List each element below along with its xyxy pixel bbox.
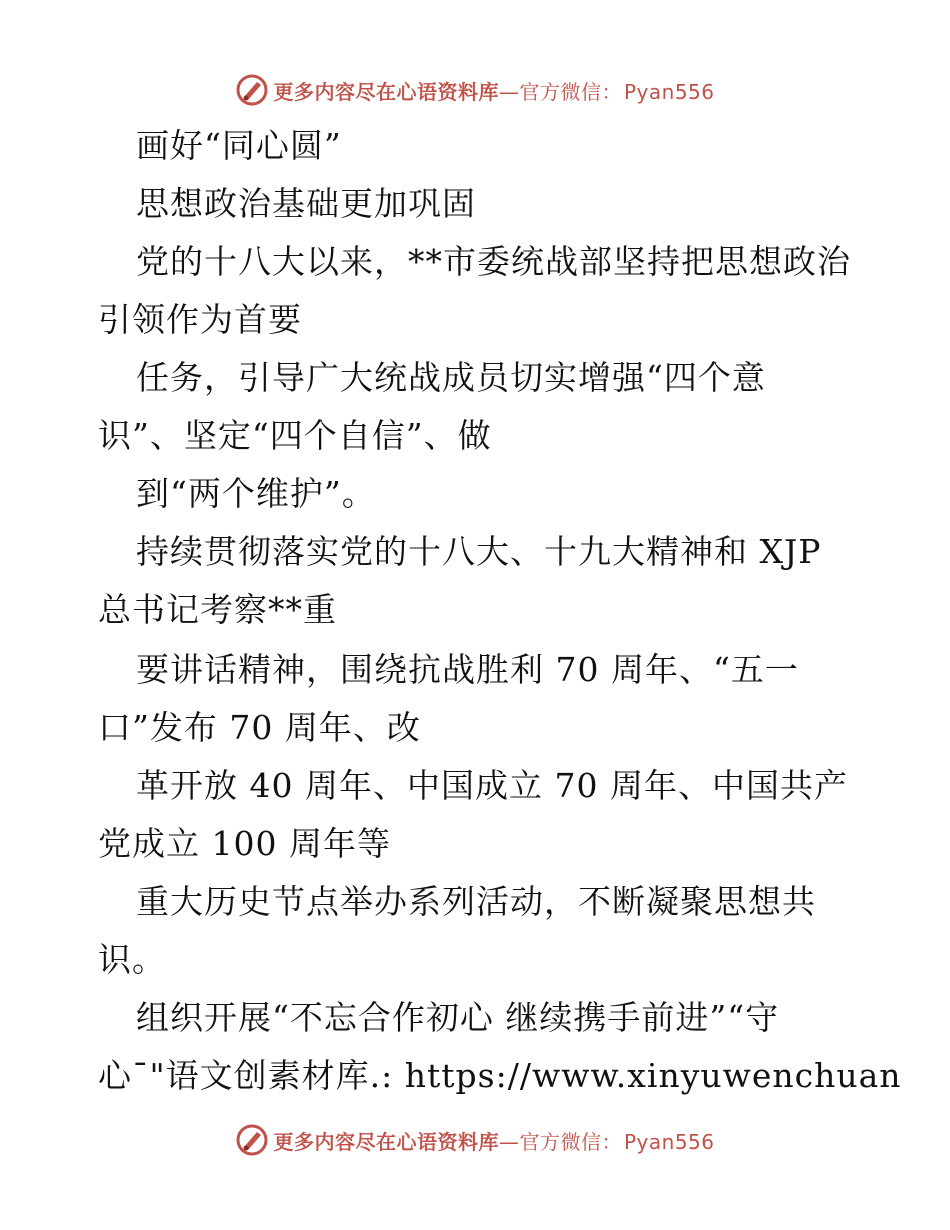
banner-wechat-id: Pyan556 [623, 1129, 715, 1154]
text-line: 识。 [98, 940, 166, 979]
banner-sub-text: 官方微信： [519, 1129, 622, 1154]
text-line: 党的十八大以来，**市委统战部坚持把思想政治 [136, 242, 851, 281]
banner-dash: — [498, 1129, 520, 1154]
footer-banner [0, 1120, 950, 1160]
text-line: 持续贯彻落实党的十八大、十九大精神和 XJP [136, 532, 822, 571]
pen-logo-icon [235, 1123, 269, 1157]
text-line: 到“两个维护”。 [136, 474, 376, 513]
text-line: 组织开展“不忘合作初心 继续携手前进”“守 [136, 998, 780, 1037]
text-line: 任务，引导广大统战成员切实增强“四个意 [136, 358, 766, 397]
banner-text [273, 1126, 714, 1155]
text-line: 要讲话精神，围绕抗战胜利 70 周年、“五一 [136, 650, 799, 689]
text-line: 革开放 40 周年、中国成立 70 周年、中国共产 [136, 766, 848, 805]
banner-wechat-id: Pyan556 [623, 79, 715, 104]
banner-main-text: 更多内容尽在心语资料库 [273, 79, 499, 104]
text-line: 引领作为首要 [98, 300, 302, 339]
text-line: 重大历史节点举办系列活动，不断凝聚思想共 [136, 882, 816, 921]
text-line: 心¯"语文创素材库.: https://www.xinyuwenchuan [98, 1056, 902, 1095]
text-line: 识”、坚定“四个自信”、做 [98, 416, 492, 455]
banner-dash: — [498, 79, 520, 104]
text-line: 党成立 100 周年等 [98, 824, 391, 863]
text-line: 口”发布 70 周年、改 [98, 708, 421, 747]
text-line: 思想政治基础更加巩固 [136, 184, 476, 223]
banner-main-text: 更多内容尽在心语资料库 [273, 1129, 499, 1154]
text-line: 总书记考察**重 [98, 590, 337, 629]
banner-sub-text: 官方微信： [519, 79, 622, 104]
text-line: 画好“同心圆” [136, 126, 342, 165]
